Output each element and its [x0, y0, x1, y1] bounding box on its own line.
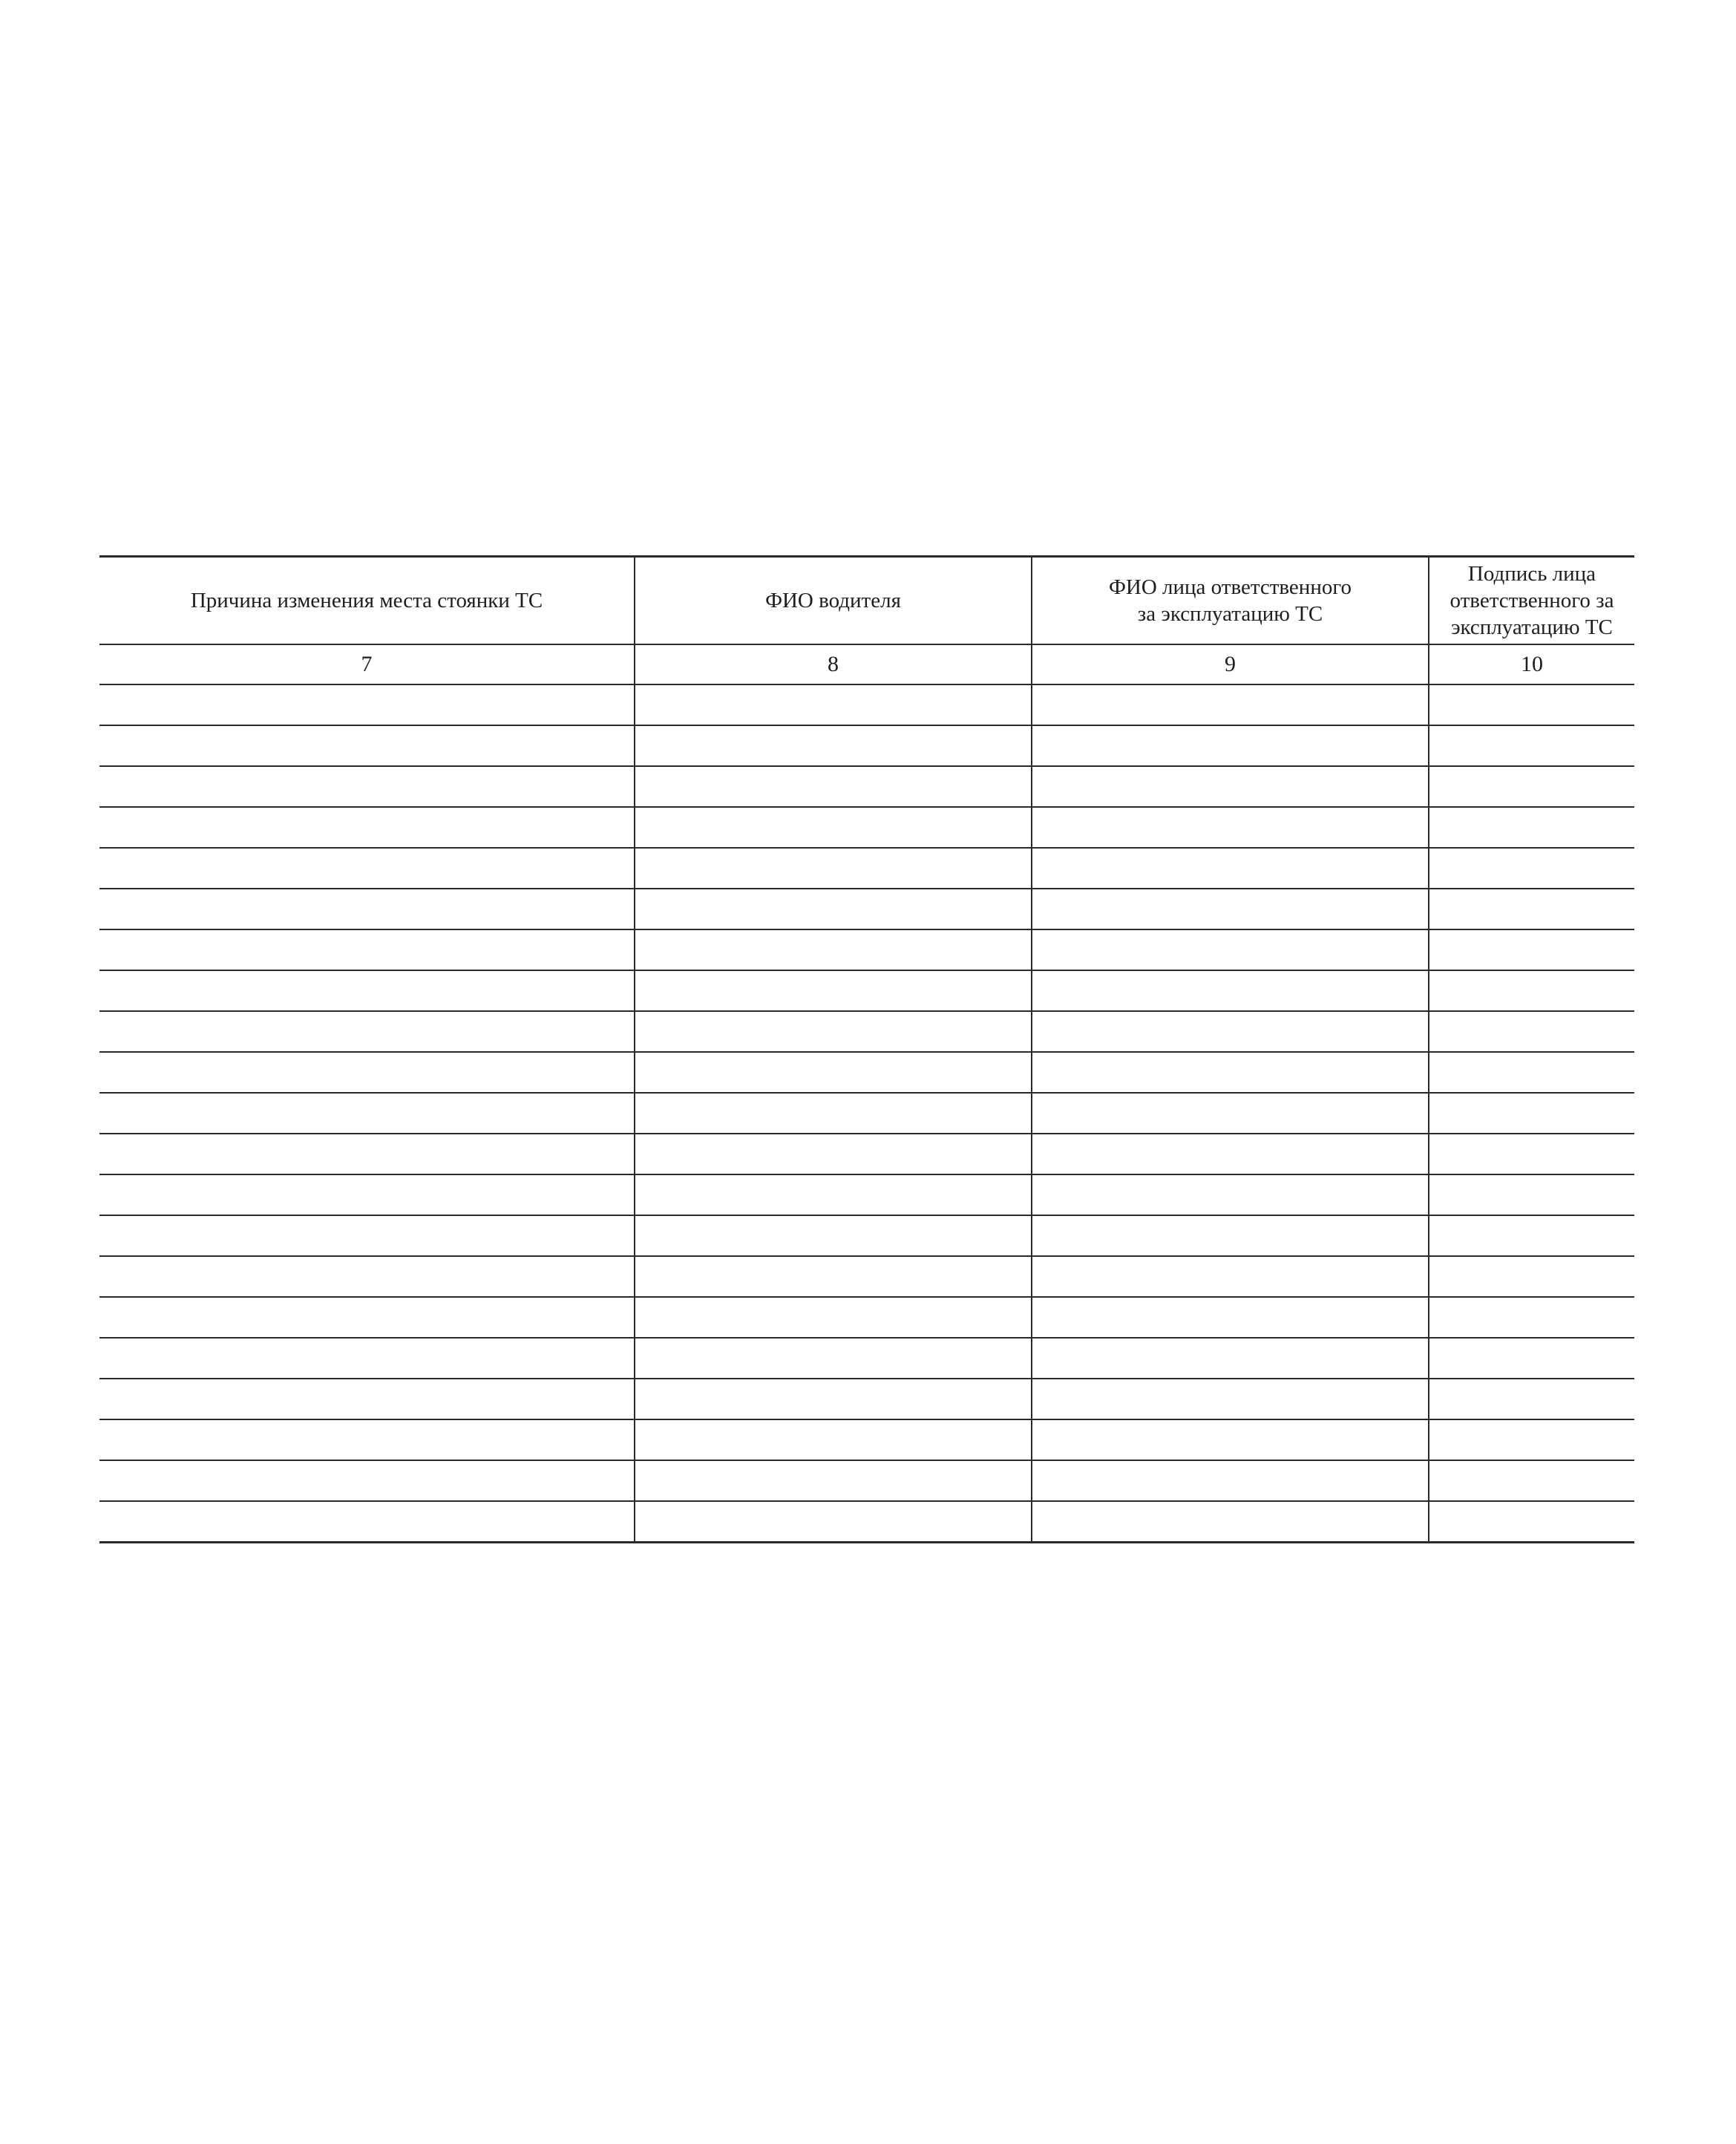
table-row — [99, 1134, 1634, 1174]
table-row — [99, 1215, 1634, 1256]
driver-name-cell[interactable] — [635, 1256, 1032, 1297]
signature-cell[interactable] — [1429, 684, 1634, 725]
signature-cell[interactable] — [1429, 807, 1634, 848]
signature-cell[interactable] — [1429, 1419, 1634, 1460]
responsible-name-cell[interactable] — [1032, 1460, 1429, 1501]
signature-cell[interactable] — [1429, 848, 1634, 889]
signature-cell[interactable] — [1429, 1338, 1634, 1379]
driver-name-cell[interactable] — [635, 1134, 1032, 1174]
table-header-row — [99, 557, 1634, 645]
signature-cell[interactable] — [1429, 1052, 1634, 1093]
table-row — [99, 1501, 1634, 1543]
responsible-name-cell[interactable] — [1032, 970, 1429, 1011]
reason-cell[interactable] — [99, 970, 635, 1011]
reason-cell[interactable] — [99, 807, 635, 848]
table-row — [99, 684, 1634, 725]
column-number-9: 9 — [1032, 644, 1429, 684]
driver-name-cell[interactable] — [635, 766, 1032, 807]
responsible-name-cell[interactable] — [1032, 1011, 1429, 1052]
table-row — [99, 1460, 1634, 1501]
responsible-name-cell[interactable] — [1032, 1134, 1429, 1174]
signature-cell[interactable] — [1429, 1215, 1634, 1256]
reason-cell[interactable] — [99, 725, 635, 766]
table-row — [99, 1093, 1634, 1134]
signature-cell[interactable] — [1429, 1134, 1634, 1174]
signature-cell[interactable] — [1429, 889, 1634, 929]
parking-log-table — [99, 555, 1634, 1543]
signature-cell[interactable] — [1429, 1174, 1634, 1215]
signature-cell[interactable] — [1429, 1093, 1634, 1134]
driver-name-cell[interactable] — [635, 1460, 1032, 1501]
table-row — [99, 1419, 1634, 1460]
signature-cell[interactable] — [1429, 970, 1634, 1011]
responsible-name-cell[interactable] — [1032, 1215, 1429, 1256]
responsible-name-cell[interactable] — [1032, 725, 1429, 766]
header-cell-responsible-name — [1032, 557, 1429, 645]
reason-cell[interactable] — [99, 766, 635, 807]
header-cell-responsible-signature — [1429, 557, 1634, 645]
responsible-name-cell[interactable] — [1032, 889, 1429, 929]
column-number-row — [99, 644, 1634, 684]
table-row — [99, 1174, 1634, 1215]
reason-cell[interactable] — [99, 1256, 635, 1297]
signature-cell[interactable] — [1429, 725, 1634, 766]
reason-cell[interactable] — [99, 848, 635, 889]
signature-cell[interactable] — [1429, 1379, 1634, 1419]
driver-name-cell[interactable] — [635, 725, 1032, 766]
responsible-name-cell[interactable] — [1032, 1093, 1429, 1134]
header-responsible-name-label: ФИО лица ответственного за эксплуатацию ТС — [1108, 575, 1352, 626]
driver-name-cell[interactable] — [635, 1215, 1032, 1256]
driver-name-cell[interactable] — [635, 1093, 1032, 1134]
reason-cell[interactable] — [99, 1011, 635, 1052]
table-row — [99, 1011, 1634, 1052]
driver-name-cell[interactable] — [635, 1501, 1032, 1543]
reason-cell[interactable] — [99, 1052, 635, 1093]
table-row — [99, 1338, 1634, 1379]
signature-cell[interactable] — [1429, 929, 1634, 970]
responsible-name-cell[interactable] — [1032, 807, 1429, 848]
signature-cell[interactable] — [1429, 1011, 1634, 1052]
header-driver-name-label: ФИО водителя — [765, 589, 901, 612]
table-body — [99, 684, 1634, 1543]
signature-cell[interactable] — [1429, 1460, 1634, 1501]
driver-name-cell[interactable] — [635, 848, 1032, 889]
responsible-name-cell[interactable] — [1032, 1174, 1429, 1215]
table-row — [99, 1256, 1634, 1297]
table-row — [99, 970, 1634, 1011]
driver-name-cell[interactable] — [635, 929, 1032, 970]
responsible-name-cell[interactable] — [1032, 766, 1429, 807]
reason-cell[interactable] — [99, 1134, 635, 1174]
driver-name-cell[interactable] — [635, 1379, 1032, 1419]
reason-cell[interactable] — [99, 1297, 635, 1338]
table-row — [99, 1297, 1634, 1338]
header-cell-reason — [99, 557, 635, 645]
table-row — [99, 889, 1634, 929]
responsible-name-cell[interactable] — [1032, 1419, 1429, 1460]
column-number-8: 8 — [635, 644, 1032, 684]
header-responsible-signature-label: Подпись лица ответственного за эксплуатацию ТС — [1450, 562, 1614, 639]
reason-cell[interactable] — [99, 929, 635, 970]
reason-cell[interactable] — [99, 1460, 635, 1501]
responsible-name-cell[interactable] — [1032, 1297, 1429, 1338]
table-row — [99, 1052, 1634, 1093]
responsible-name-cell[interactable] — [1032, 848, 1429, 889]
responsible-name-cell[interactable] — [1032, 684, 1429, 725]
driver-name-cell[interactable] — [635, 1297, 1032, 1338]
signature-cell[interactable] — [1429, 1256, 1634, 1297]
driver-name-cell[interactable] — [635, 1338, 1032, 1379]
reason-cell[interactable] — [99, 1501, 635, 1543]
header-reason-label: Причина изменения места стоянки ТС — [190, 589, 543, 612]
reason-cell[interactable] — [99, 1338, 635, 1379]
reason-cell[interactable] — [99, 1174, 635, 1215]
header-cell-driver-name — [635, 557, 1032, 645]
driver-name-cell[interactable] — [635, 889, 1032, 929]
signature-cell[interactable] — [1429, 766, 1634, 807]
driver-name-cell[interactable] — [635, 1052, 1032, 1093]
column-number-10: 10 — [1429, 644, 1634, 684]
driver-name-cell[interactable] — [635, 807, 1032, 848]
driver-name-cell[interactable] — [635, 1011, 1032, 1052]
reason-cell[interactable] — [99, 1215, 635, 1256]
table-row — [99, 929, 1634, 970]
reason-cell[interactable] — [99, 889, 635, 929]
signature-cell[interactable] — [1429, 1501, 1634, 1543]
table-row — [99, 807, 1634, 848]
responsible-name-cell[interactable] — [1032, 929, 1429, 970]
table-row — [99, 725, 1634, 766]
driver-name-cell[interactable] — [635, 1419, 1032, 1460]
driver-name-cell[interactable] — [635, 1174, 1032, 1215]
driver-name-cell[interactable] — [635, 970, 1032, 1011]
responsible-name-cell[interactable] — [1032, 1379, 1429, 1419]
reason-cell[interactable] — [99, 1379, 635, 1419]
responsible-name-cell[interactable] — [1032, 1256, 1429, 1297]
responsible-name-cell[interactable] — [1032, 1052, 1429, 1093]
reason-cell[interactable] — [99, 1093, 635, 1134]
responsible-name-cell[interactable] — [1032, 1501, 1429, 1543]
reason-cell[interactable] — [99, 1419, 635, 1460]
table-row — [99, 848, 1634, 889]
driver-name-cell[interactable] — [635, 684, 1032, 725]
responsible-name-cell[interactable] — [1032, 1338, 1429, 1379]
signature-cell[interactable] — [1429, 1297, 1634, 1338]
column-number-7: 7 — [99, 644, 635, 684]
reason-cell[interactable] — [99, 684, 635, 725]
table-row — [99, 1379, 1634, 1419]
table-row — [99, 766, 1634, 807]
